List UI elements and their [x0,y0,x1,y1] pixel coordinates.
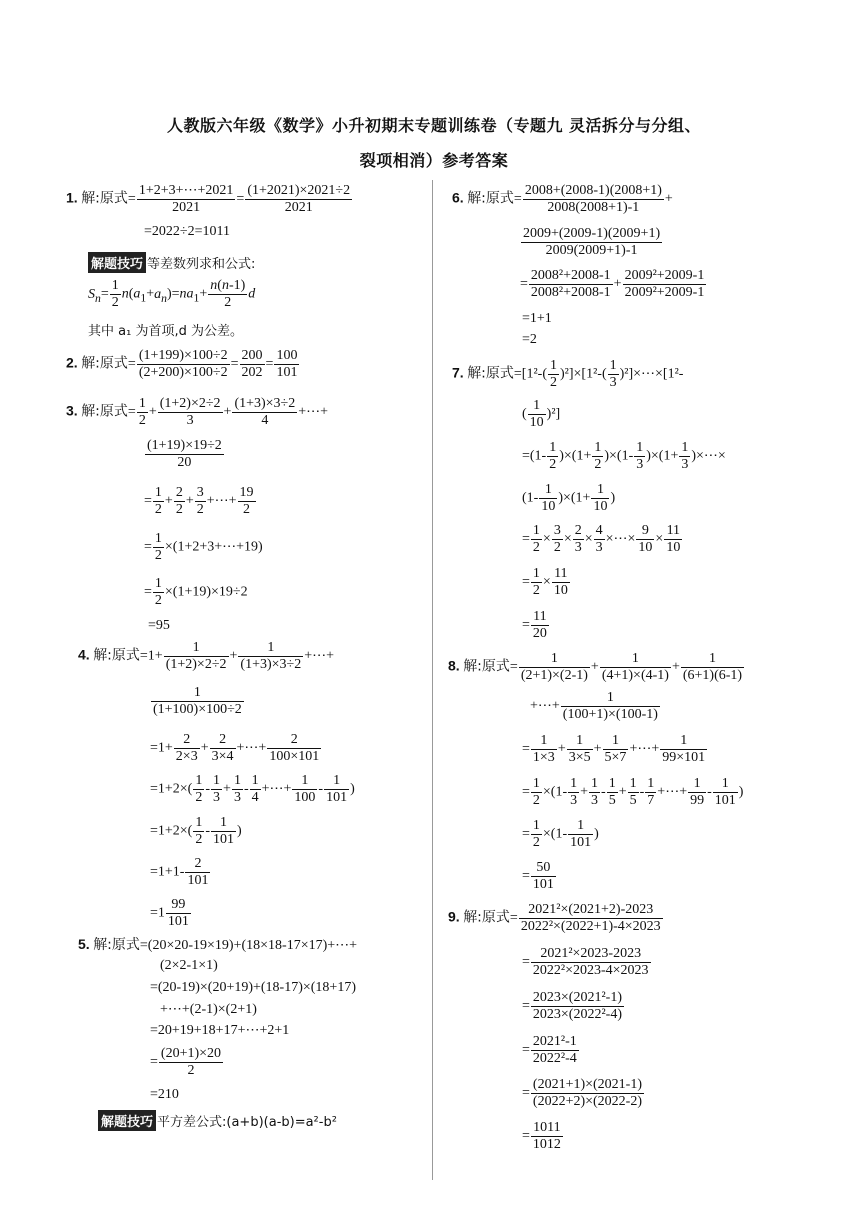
problem-9-line-1: 9. 解:原式= $\frac{\text{2021²×(2021+2)-2023}}{\text{2022²×(2022+1)-4×2023}}$ [448,902,661,934]
problem-3-line-4: = $\frac{1}{2}$ ×(1+2+3+⋯+19) [144,531,263,563]
problem-5-line-6: = $\frac{(20+1)\times 20}{2}$ [150,1046,222,1078]
problem-3-line-3: = $\frac{1}{2}$ + $\frac{2}{2}$ + $\frac{3}{2}$ +⋯+ $\frac{19}{2}$ [144,485,254,517]
problem-5-line-4: +⋯+(2-1)×(2+1) [160,1002,257,1017]
problem-5-line-7: =210 [150,1087,179,1102]
problem-6-line-1: 6. 解:原式= $\frac{2008+(2008-1)(2008+1)}{2008(2008+1)-1}$ + [452,183,673,215]
tip-1-note: 其中 a₁ 为首项,d 为公差。 [88,324,243,339]
problem-5-line-3: =(20-19)×(20+19)+(18-17)×(18+17) [150,980,356,995]
problem-3-line-2: $\frac{(1+19)\times 19\div 2}{20}$ [147,438,222,470]
problem-6-line-2: $\frac{2009+(2009-1)(2009+1)}{2009(2009+1)-1}$ [523,226,661,258]
problem-3-line-6: =95 [148,618,170,633]
problem-7-line-1: 7. 解:原式=[1²-( $\frac{1}{2}$ )²]×[1²-( $\frac{1}{3}$ )²]×⋯×[1²- [452,358,684,390]
page-title-line2: 裂项相消）参考答案 [359,151,509,170]
problem-4-line-3: =1+ $\frac{2}{2\times 3}$ + $\frac{2}{3\times 4}$ +⋯+ $\frac{2}{100\times 101}$ [150,732,320,764]
problem-5-line-2: (2×2-1×1) [160,958,218,973]
problem-9-line-4: = $\frac{\text{2021²-1}}{\text{2022²-4}}$ [522,1034,577,1066]
problem-4-line-2: $\frac{1}{(1+100)\times 100\div 2}$ [153,685,242,717]
problem-7-line-5: = $\frac{1}{2}$ × $\frac{3}{2}$ × $\frac{2}{3}$ × $\frac{4}{3}$ ×⋯× $\frac{9}{10}$ × $\frac{11}{10}$ [522,523,681,555]
problem-8-line-4: = $\frac{1}{2}$ ×(1- $\frac{1}{3}$ + $\frac{1}{3}$ - $\frac{1}{5}$ + $\frac{1}{5}$ - $\frac{1}{7}$ +⋯+ $\frac{1}{99}$ - $\frac{1}{101}$ ) [522,776,744,808]
tip-1-formula: $S_n=$ $\frac{1}{2}$ $n(a_1+a_n)=na_1+$ $\frac{n(n-1)}{2}$ d [88,278,256,310]
problem-5-line-5: =20+19+18+17+⋯+2+1 [150,1023,290,1038]
problem-8-line-1: 8. 解:原式= $\frac{1}{(2+1)\times(2-1)}$ + $\frac{1}{(4+1)\times(4-1)}$ + $\frac{1}{(6+1)(6-1)}$ [448,651,743,683]
problem-4-line-6: =1+1- $\frac{2}{101}$ [150,856,209,888]
problem-2-line-1: 2. 解:原式= $\frac{(1+199)\times 100\div 2}{(2+200)\times 100\div 2}$ = $\frac{200}{202}$ = $\frac{100}{101}$ [66,348,298,380]
problem-9-line-3: = $\frac{\text{2023×(2021²-1)}}{\text{2023×(2022²-4)}}$ [522,990,622,1022]
problem-7-line-4: (1- $\frac{1}{10}$ )×(1+ $\frac{1}{10}$ ) [522,482,616,514]
tip-1: 解题技巧 等差数列求和公式: [88,252,255,273]
problem-7-line-2: ( $\frac{1}{10}$ )²] [522,398,561,430]
problem-8-line-3: = $\frac{1}{1\times 3}$ + $\frac{1}{3\times 5}$ + $\frac{1}{5\times 7}$ +⋯+ $\frac{1}{99\times 101}$ [522,733,706,765]
problem-4-line-4: =1+2×( $\frac{1}{2}$ - $\frac{1}{3}$ + $\frac{1}{3}$ - $\frac{1}{4}$ +⋯+ $\frac{1}{100}$ - $\frac{1}{101}$ ) [150,773,355,805]
problem-3-line-5: = $\frac{1}{2}$ ×(1+19)×19÷2 [144,576,248,608]
problem-4-line-1: 4. 解:原式=1+ $\frac{1}{(1+2)\times 2\div 2}$ + $\frac{1}{(1+3)\times 3\div 2}$ +⋯+ [78,640,335,672]
problem-9-line-2: = $\frac{\text{2021²×2023-2023}}{\text{2022²×2023-4×2023}}$ [522,946,649,978]
page-title-line1: 人教版六年级《数学》小升初期末专题训练卷（专题九 灵活拆分与分组、 [166,116,702,135]
problem-6-line-4: =1+1 [522,311,552,326]
problem-7-line-3: =(1- $\frac{1}{2}$ )×(1+ $\frac{1}{2}$ )×(1- $\frac{1}{3}$ )×(1+ $\frac{1}{3}$ )×⋯× [522,440,726,472]
problem-6-line-5: =2 [522,332,537,347]
problem-9-line-6: = $\frac{1011}{1012}$ [522,1120,561,1152]
problem-1-line-1: 1. 解:原式= $\frac{1+2+3+\cdots+2021}{2021}$ = $\frac{(1+2021)\times 2021\div 2}{2021}$ [66,183,351,215]
problem-8-line-6: = $\frac{50}{101}$ [522,860,554,892]
problem-8-line-5: = $\frac{1}{2}$ ×(1- $\frac{1}{101}$ ) [522,818,599,850]
column-divider [432,180,433,1180]
problem-3-line-1: 3. 解:原式= $\frac{1}{2}$ + $\frac{(1+2)\times 2\div 2}{3}$ + $\frac{(1+3)\times 3\div 2}{4}$ +⋯+ [66,396,329,428]
problem-7-line-7: = $\frac{11}{20}$ [522,609,547,641]
problem-9-line-5: = $\frac{(2021+1)\times(2021-1)}{(2022+2)\times(2022-2)}$ [522,1077,643,1109]
problem-8-line-2: +⋯+ $\frac{1}{(100+1)\times(100-1)}$ [530,690,658,722]
problem-7-line-6: = $\frac{1}{2}$ × $\frac{11}{10}$ [522,566,568,598]
tip-5: 解题技巧 平方差公式:(a+b)(a-b)=a²-b² [98,1110,337,1131]
problem-4-line-7: =1 $\frac{99}{101}$ [150,897,189,929]
problem-4-line-5: =1+2×( $\frac{1}{2}$ - $\frac{1}{101}$ ) [150,815,242,847]
problem-6-line-3: = $\frac{\text{2008²+2008-1}}{\text{2008²+2008-1}}$ + $\frac{\text{2009²+2009-1}}{\text{2009²+2009-1}}$ [520,268,705,300]
problem-5-line-1: 5. 解:原式=(20×20-19×19)+(18×18-17×17)+⋯+ [78,936,358,953]
problem-1-line-2: =2022÷2=1011 [144,224,230,239]
